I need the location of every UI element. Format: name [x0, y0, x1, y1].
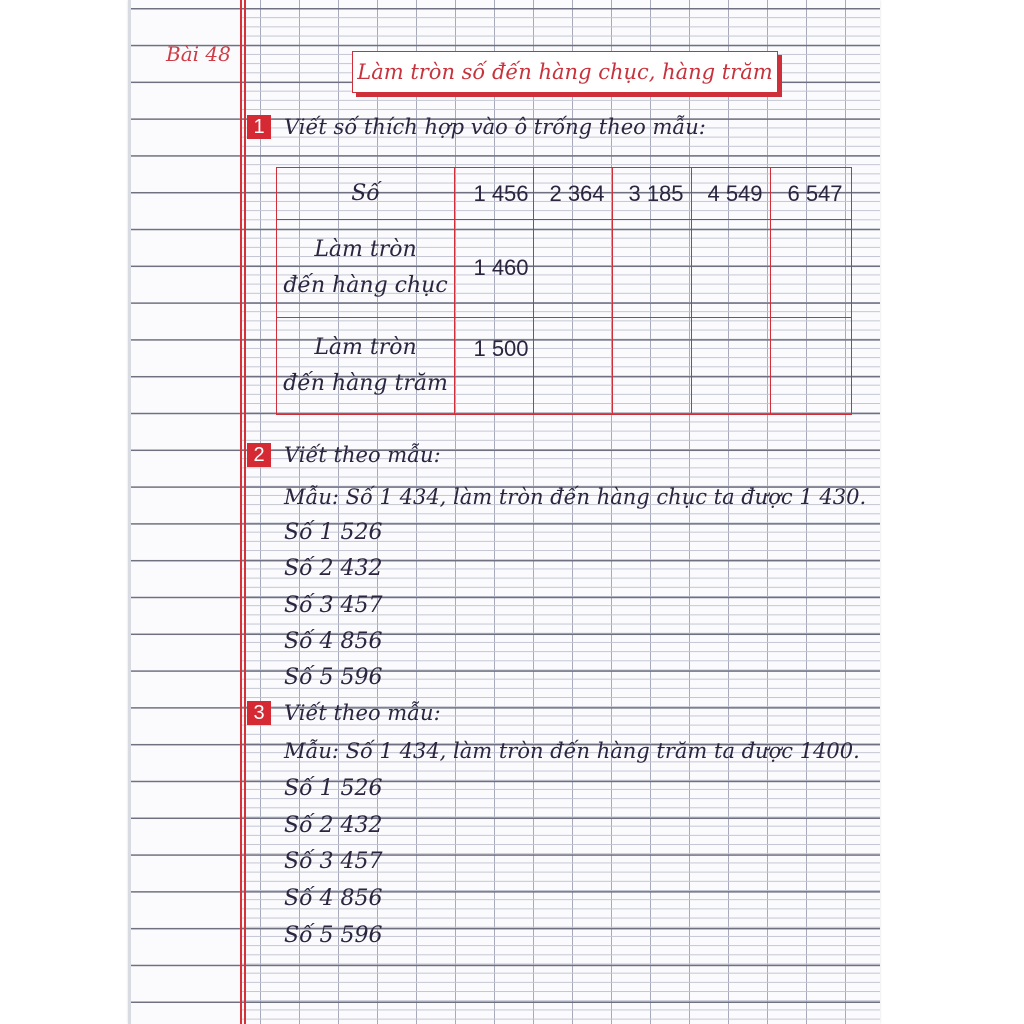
exercise-1-instruction: Viết số thích hợp vào ô trống theo mẫu:	[284, 115, 706, 139]
exercise-number-3: 3	[247, 701, 271, 725]
answer-cell[interactable]	[613, 220, 692, 317]
page-binding	[128, 0, 131, 1024]
table-number-cell: 4 549	[692, 168, 771, 220]
answer-cell[interactable]	[534, 317, 613, 414]
answer-cell[interactable]	[613, 317, 692, 414]
exercise-2-line: Số 4 856	[284, 629, 383, 654]
margin-line	[244, 0, 246, 1024]
table-row	[277, 168, 852, 220]
row-label-line: Làm tròn	[314, 334, 417, 360]
exercise-number-2: 2	[247, 443, 271, 467]
answer-cell[interactable]	[534, 220, 613, 317]
exercise-2-line: Số 1 526	[284, 520, 383, 545]
table-number-cell: 1 456	[455, 168, 534, 220]
exercise-number-1: 1	[247, 115, 271, 139]
exercise-2-instruction: Viết theo mẫu:	[284, 443, 441, 467]
table-number-cell: 2 364	[534, 168, 613, 220]
row-label-round-hundreds	[277, 317, 455, 414]
answer-cell[interactable]	[692, 317, 771, 414]
example-answer-hundreds: 1 500	[455, 317, 534, 414]
exercise-3-line: Số 5 596	[284, 923, 383, 948]
exercise-2-example: Mẫu: Số 1 434, làm tròn đến hàng chục ta được 1 430.	[284, 485, 867, 509]
row-label-round-tens	[277, 220, 455, 317]
table-row	[277, 317, 852, 414]
rounding-table	[276, 167, 852, 415]
exercise-3-example: Mẫu: Số 1 434, làm tròn đến hàng trăm ta được 1400.	[284, 739, 860, 763]
answer-cell[interactable]	[771, 317, 852, 414]
row-label-line: đến hàng trăm	[283, 370, 448, 396]
exercise-2-line: Số 3 457	[284, 593, 383, 618]
row-label-so: Số	[277, 168, 455, 220]
exercise-2-line: Số 5 596	[284, 665, 383, 690]
lesson-label: Bài 48	[166, 42, 231, 66]
table-number-cell: 6 547	[771, 168, 852, 220]
lesson-title: Làm tròn số đến hàng chục, hàng trăm	[352, 51, 778, 93]
exercise-3-line: Số 2 432	[284, 813, 383, 838]
page-margin	[128, 0, 240, 1024]
table-number-cell: 3 185	[613, 168, 692, 220]
row-label-line: đến hàng chục	[283, 273, 448, 299]
example-answer-tens: 1 460	[455, 220, 534, 317]
exercise-2-line: Số 2 432	[284, 556, 383, 581]
table-row	[277, 220, 852, 317]
row-label-line: Làm tròn	[314, 237, 417, 263]
margin-line	[240, 0, 242, 1024]
exercise-3-line: Số 1 526	[284, 776, 383, 801]
answer-cell[interactable]	[771, 220, 852, 317]
exercise-3-line: Số 4 856	[284, 886, 383, 911]
exercise-3-instruction: Viết theo mẫu:	[284, 701, 441, 725]
exercise-3-line: Số 3 457	[284, 849, 383, 874]
notebook-page	[128, 0, 880, 1024]
answer-cell[interactable]	[692, 220, 771, 317]
